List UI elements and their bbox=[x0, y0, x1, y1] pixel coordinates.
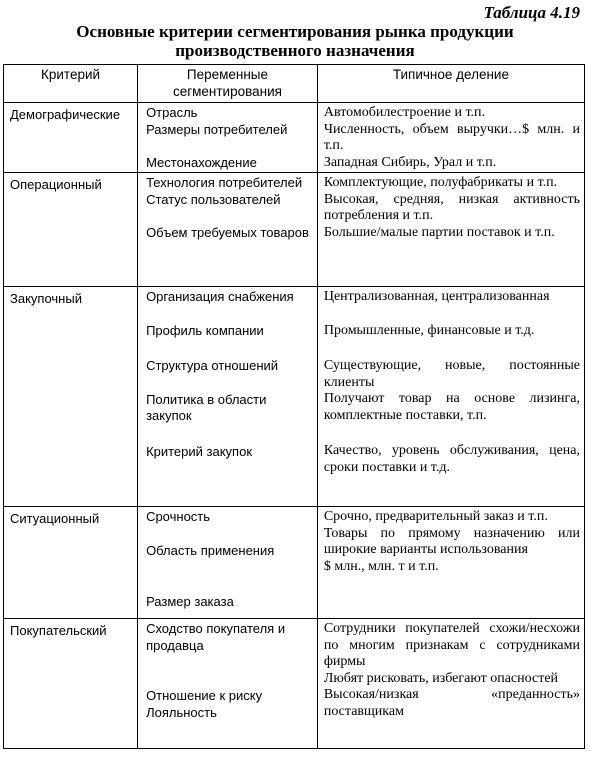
division-item: Сотрудники покупателей схожи/несхожи по многим признакам с сотрудниками фирмы bbox=[323, 621, 580, 669]
division-item: Комплектующие, полуфабрикаты и т.п. bbox=[323, 175, 558, 190]
division-item: Товары по прямому назначению или широкие варианты использования bbox=[323, 525, 580, 557]
criterion-cell: Покупательский bbox=[4, 619, 138, 749]
division-item: Промышленные, финансовые и т.д. bbox=[323, 322, 535, 338]
division-item: Получают товар на основе лизинга, комплектные поставки, т.п. bbox=[323, 391, 580, 423]
criterion-cell: Закупочный bbox=[4, 287, 138, 507]
variable-item: Срочность bbox=[146, 509, 211, 524]
table-row bbox=[4, 619, 585, 749]
division-cell bbox=[317, 619, 584, 749]
variable-item: Технология потребителей bbox=[146, 175, 303, 190]
division-item: Большие/малые партии поставок и т.п. bbox=[323, 224, 555, 240]
division-item: Высокая, средняя, низкая активность потребления и т.п. bbox=[323, 191, 580, 223]
variable-item: Структура отношений bbox=[146, 358, 279, 373]
variable-item: Статус пользователей bbox=[146, 191, 281, 207]
division-item: Качество, уровень обслуживания, цена, сроки поставки и т.д. bbox=[323, 443, 580, 475]
division-item: Любят рисковать, избегают опасностей bbox=[323, 670, 559, 686]
division-item: Срочно, предварительный заказ и т.п. bbox=[323, 509, 548, 524]
division-item: Западная Сибирь, Урал и т.п. bbox=[323, 154, 497, 170]
division-item: $ млн., млн. т и т.п. bbox=[323, 558, 439, 574]
header-row bbox=[4, 65, 585, 103]
title-line-2: производственного назначения bbox=[175, 41, 415, 60]
table-title bbox=[0, 22, 590, 60]
table-row bbox=[4, 173, 585, 287]
variable-item: Политика в области закупок bbox=[146, 391, 267, 423]
variables-cell bbox=[138, 507, 318, 619]
division-item: Централизованная, централизованная bbox=[323, 289, 550, 304]
variable-item: Размеры потребителей bbox=[146, 121, 288, 137]
variable-item: Лояльность bbox=[146, 704, 217, 720]
variables-cell bbox=[138, 173, 318, 287]
division-item: Существующие, новые, постоянные клиенты bbox=[323, 358, 580, 390]
criterion-cell: Ситуационный bbox=[4, 507, 138, 619]
table-number: Таблица 4.19 bbox=[483, 3, 580, 22]
division-cell bbox=[317, 287, 584, 507]
division-cell bbox=[317, 507, 584, 619]
variables-cell bbox=[138, 103, 318, 173]
table-row bbox=[4, 507, 585, 619]
variable-item: Область применения bbox=[146, 542, 275, 558]
variable-item: Сходство покупателя и продавца bbox=[146, 621, 286, 653]
variable-item: Критерий закупок bbox=[146, 443, 253, 459]
variable-item: Местонахождение bbox=[146, 155, 257, 170]
header-variables: Переменные сегментирования bbox=[138, 65, 318, 103]
variables-cell bbox=[138, 287, 318, 507]
criterion-cell: Демографические bbox=[4, 103, 138, 173]
header-division: Типичное деление bbox=[317, 65, 584, 103]
division-cell bbox=[317, 103, 584, 173]
variable-item: Размер заказа bbox=[146, 594, 234, 609]
variable-item: Профиль компании bbox=[146, 322, 264, 338]
variables-cell bbox=[138, 619, 318, 749]
division-item: Высокая/низкая «преданность» поставщикам bbox=[323, 687, 580, 719]
variable-item: Объем требуемых товаров bbox=[146, 225, 309, 240]
division-item: Автомобилестроение и т.п. bbox=[323, 105, 486, 120]
variable-item: Отношение к риску bbox=[146, 688, 263, 703]
division-item: Численность, объем выручки…$ млн. и т.п. bbox=[323, 121, 580, 153]
header-criterion: Критерий bbox=[4, 65, 138, 103]
table-row bbox=[4, 103, 585, 173]
title-line-1: Основные критерии сегментирования рынка продукции bbox=[76, 22, 514, 41]
table-row bbox=[4, 287, 585, 507]
variable-item: Организация снабжения bbox=[146, 289, 294, 304]
segmentation-table bbox=[3, 64, 585, 749]
variable-item: Отрасль bbox=[146, 105, 198, 120]
criterion-cell: Операционный bbox=[4, 173, 138, 287]
division-cell bbox=[317, 173, 584, 287]
